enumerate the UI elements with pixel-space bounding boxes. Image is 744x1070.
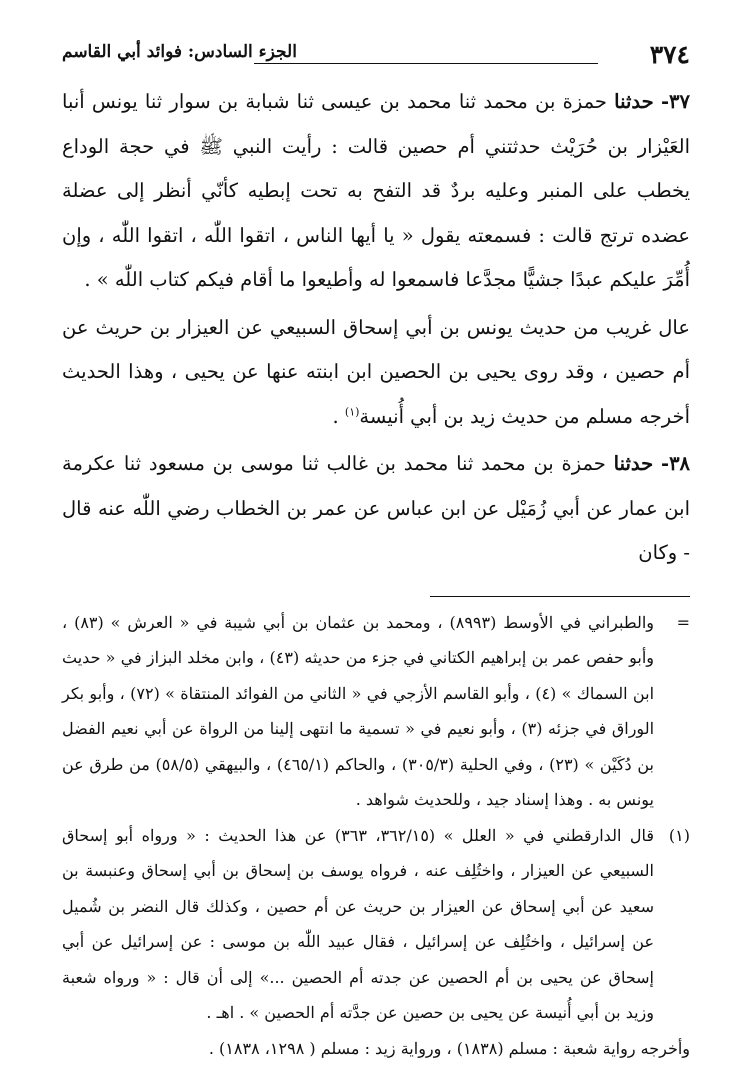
hadith-37 [62,80,690,303]
commentary-paragraph [62,306,690,440]
book-page [62,28,690,1066]
main-text [62,80,690,576]
commentary-end: . [332,404,339,428]
running-header [62,28,690,80]
continuation-mark: = [676,612,690,632]
hadith-text: حمزة بن محمد ثنا محمد بن عيسى ثنا شبابة بن سوار ثنا يونس أنبا العَيْزار بن حُرَيْث حدثتني أم حصين قالت : رأيت النبي ﷺ في حجة الوداع يخطب على المنبر وعليه بردٌ قد التفح به تحت إبطيه كأنّي أنظر إلى عضلة عضده ترتج قالت : فسمعته يقول « يا أيها الناس ، اتقوا اللّٰه ، اتقوا اللّٰه ، وإن أُمِّرَ عليكم عبدًا جشيًّا مجدَّعا فاسمعوا له وأطيعوا ما أقام فيكم كتاب اللّٰه » . [62,90,690,291]
footnote-separator [430,596,690,597]
footnote-final-line: وأخرجه رواية شعبة : مسلم (١٨٣٨) ، ورواية زيد : مسلم ( ١٢٩٨، ١٨٣٨) . [208,1038,690,1058]
footnote-text: قال الدارقطني في « العلل » (٣٦٢/١٥، ٣٦٣) عن هذا الحديث : « ورواه أبو إسحاق السبيعي عن العيزار ، واختُلِف عنه ، فرواه يوسف بن إسحاق بن أبي إسحاق وعنبسة بن سعيد عن أبي إسحاق عن العيزار بن حريث عن أم حصين ، وكذلك قال النضر بن شُميل عن إسرائيل ، واختُلِف عن إسرائيل ، فقال عبيد اللّٰه بن موسى : عن إسرائيل عن أبي إسحاق عن يحيى بن أم الحصين عن جدته أم الحصين ...» إلى أن قال : « ورواه شعبة وزيد بن أبي أُنيسة عن يحيى بن حصين عن جدَّته أم الحصين » . اهـ . [62,825,655,1022]
footnote-continuation [62,605,690,818]
footnotes [62,605,690,1067]
continuation-text: والطبراني في الأوسط (٨٩٩٣) ، ومحمد بن عثمان بن أبي شيبة في « العرش » (٨٣) ، وأبو حفص عمر بن إبراهيم الكتاني في جزء من حديثه (٤٣) ، وابن مخلد البزاز في « حديث ابن السماك » (٤) ، وأبو القاسم الأزجي في « الثاني من الفوائد المنتقاة » (٧٢) ، وأبو بكر الوراق في جزئه (٣) ، وأبو نعيم في « تسمية ما انتهى إلينا من الرواة عن أبي نعيم الفضل بن دُكَيْن » (٢٣) ، وفي الحلية (٣٠٥/٣) ، والحاكم (٤٦٥/١) ، والبيهقي (٥٨/٥) من طرق عن يونس به . وهذا إسناد جيد ، وللحديث شواهد . [62,612,655,809]
hadith-number: ٣٧- [660,90,690,113]
hadith-opening: حدثنا [613,452,654,475]
running-title: الجزء السادس: فوائد أبي القاسم [62,42,297,62]
hadith-38 [62,442,690,576]
footnote-1 [62,818,690,1031]
footnote-reference[interactable]: (١) [344,405,360,418]
page-number: ٣٧٤ [649,40,690,69]
commentary-text: عال غريب من حديث يونس بن أبي إسحاق السبيعي عن العيزار بن حريث عن أم حصين ، وقد روى يحيى بن الحصين ابن ابنته عنها عن يحيى ، وهذا الحديث أخرجه مسلم من حديث زيد بن أبي أُنيسة [62,315,690,428]
hadith-number: ٣٨- [660,452,691,475]
hadith-text: حمزة بن محمد ثنا محمد بن غالب ثنا موسى بن مسعود ثنا عكرمة ابن عمار عن أبي زُمَيْل عن ابن عباس عن عمر بن الخطاب رضي اللّٰه عنه قال - وكان [62,452,690,564]
footnote-number: (١) [668,825,690,845]
header-rule [254,63,598,64]
hadith-opening: حدثنا [614,90,654,113]
